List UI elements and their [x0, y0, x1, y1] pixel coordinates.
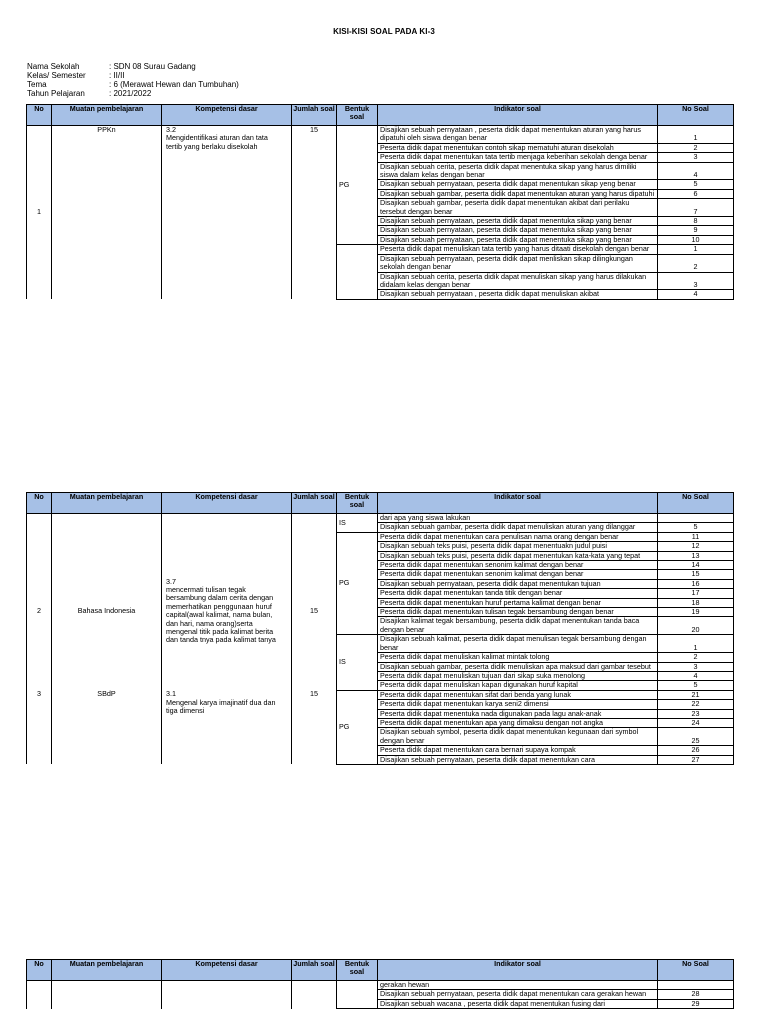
question-number: 4 [658, 162, 734, 180]
school-info-label: Nama Sekolah [27, 62, 80, 71]
competency-cell [162, 126, 292, 300]
question-form: PG [337, 532, 378, 634]
column-header-kd: Kompetensi dasar [162, 493, 292, 514]
school-info-row [27, 71, 239, 80]
question-number: 6 [658, 189, 734, 198]
question-number: 14 [658, 561, 734, 570]
question-number: 1 [658, 126, 734, 144]
column-header-nosoal: No Soal [658, 493, 734, 514]
question-form: IS [337, 514, 378, 533]
indicator-text: Peserta didik dapat menuliskan tata tertib yang harus ditaati disekolah dengan benar [378, 245, 658, 254]
competency-text: Mengenal karya imajinatif dua dan tiga dimensi [166, 697, 276, 716]
subject-name: Bahasa Indonesia [52, 532, 162, 690]
indicator-text: dari apa yang siswa lakukan [378, 514, 658, 523]
indicator-text: Disajikan sebuah teks puisi, peserta didik dapat menentukan kata-kata yang tepat [378, 551, 658, 560]
column-header-jumlah: Jumlah soal [292, 105, 337, 126]
question-number: 15 [658, 570, 734, 579]
question-number: 2 [658, 254, 734, 272]
question-number: 3 [658, 272, 734, 290]
school-info-row [27, 89, 239, 98]
column-header-bentuk: Bentuk soal [337, 493, 378, 514]
question-number: 10 [658, 235, 734, 244]
indicator-text: Disajikan sebuah gambar, peserta didik dapat menuliskan aturan yang dilanggar [378, 523, 658, 532]
document-title: KISI-KISI SOAL PADA KI-3 [333, 27, 435, 36]
question-count: 15 [292, 126, 337, 300]
indicator-text: Disajikan sebuah pernyataan , peserta didik dapat menentukan aturan yang harus dipatuhi oleh siswa dengan benar [378, 126, 658, 144]
question-number: 17 [658, 589, 734, 598]
indicator-text: Disajikan sebuah pernyataan, peserta didik dapat menentuka sikap yang benar [378, 217, 658, 226]
kisi-kisi-table-1 [26, 104, 734, 300]
question-number: 28 [658, 990, 734, 999]
column-header-muatan: Muatan pembelajaran [52, 960, 162, 981]
competency-text: mencermati tulisan tegak bersambung dalam cerita dengan memerhatikan penggunaan huruf capital(awal kalimat, nama bulan, dan hari, nama orang)serta mengenal titik pada kalimat berita dan tanda tnya pada kalimat tanya [166, 585, 276, 645]
column-header-bentuk: Bentuk soal [337, 960, 378, 981]
question-number: 20 [658, 617, 734, 635]
question-count [292, 514, 337, 533]
school-info-value: : SDN 08 Surau Gadang [109, 62, 196, 71]
indicator-text: Disajikan sebuah pernyataan, peserta didik dapat menentukan sikap yeng benar [378, 180, 658, 189]
question-number: 19 [658, 608, 734, 617]
column-header-indikator: Indikator soal [378, 960, 658, 981]
indicator-text: Disajikan sebuah pernyataan, peserta didik dapat menentukan tujuan [378, 579, 658, 588]
indicator-text: Disajikan sebuah pernyataan, peserta didik dapat menentuka sikap yang benar [378, 226, 658, 235]
school-info-label: Tema [27, 80, 47, 89]
column-header-kd: Kompetensi dasar [162, 960, 292, 981]
indicator-text: Peserta didik dapat menentukan tanda titik dengan benar [378, 589, 658, 598]
column-header-jumlah: Jumlah soal [292, 493, 337, 514]
question-number: 4 [658, 290, 734, 299]
column-header-muatan: Muatan pembelajaran [52, 493, 162, 514]
question-number: 13 [658, 551, 734, 560]
competency-number: 3.7 [166, 576, 176, 586]
column-header-indikator: Indikator soal [378, 105, 658, 126]
column-header-indikator: Indikator soal [378, 493, 658, 514]
indicator-text: Disajikan sebuah pernyataan, peserta didik dapat menentukan cara gerakan hewan [378, 990, 658, 999]
row-number: 3 [27, 690, 52, 764]
column-header-no: No [27, 493, 52, 514]
column-header-no: No [27, 960, 52, 981]
school-info-value: : 2021/2022 [109, 89, 152, 98]
indicator-text: Peserta didik dapat menentukan tulisan tegak bersambung dengan benar [378, 608, 658, 617]
question-number: 3 [658, 153, 734, 162]
indicator-text: Peserta didik dapat menentukan cara penulisan nama orang dengan benar [378, 532, 658, 541]
question-number: 11 [658, 532, 734, 541]
indicator-text: Peserta didik dapat menentukan apa yang dimaksu dengan not angka [378, 718, 658, 727]
question-number: 2 [658, 143, 734, 152]
indicator-text: Peserta didik dapat menuliskan tujuan dari sikap suka menolong [378, 671, 658, 680]
competency-text: Mengidentifikasi aturan dan tata tertib yang berlaku disekolah [166, 133, 268, 151]
competency-number: 3.1 [166, 689, 176, 699]
question-number: 9 [658, 226, 734, 235]
school-info-label: Tahun Pelajaran [27, 89, 85, 98]
indicator-text: gerakan hewan [378, 981, 658, 990]
subject-name: PPKn [52, 126, 162, 300]
question-number: 5 [658, 681, 734, 690]
question-number: 4 [658, 671, 734, 680]
indicator-text: Disajikan sebuah pernyataan, peserta didik dapat menentukan cara [378, 755, 658, 764]
column-header-muatan: Muatan pembelajaran [52, 105, 162, 126]
question-form: IS [337, 635, 378, 690]
question-number: 25 [658, 728, 734, 746]
question-count: 15 [292, 690, 337, 764]
question-form [337, 245, 378, 299]
question-number: 16 [658, 579, 734, 588]
question-number: 27 [658, 755, 734, 764]
question-number: 2 [658, 653, 734, 662]
competency-cell [162, 981, 292, 1009]
question-number: 21 [658, 690, 734, 699]
question-number: 1 [658, 245, 734, 254]
row-number: 1 [27, 126, 52, 300]
question-number: 24 [658, 718, 734, 727]
question-count [292, 981, 337, 1009]
indicator-text: Peserta didik dapat menentuka nada digunakan pada lagu anak-anak [378, 709, 658, 718]
indicator-text: Disajikan sebuah wacana , peserta didik dapat menentukan fusing dari [378, 999, 658, 1008]
school-info-value: : 6 (Merawat Hewan dan Tumbuhan) [109, 80, 239, 89]
question-number: 1 [658, 635, 734, 653]
indicator-text: Peserta didik dapat menentukan huruf pertama kalimat dengan benar [378, 598, 658, 607]
school-info [27, 62, 239, 98]
question-number: 8 [658, 217, 734, 226]
table-header-row [27, 960, 734, 981]
kisi-kisi-table-3 [26, 959, 734, 1009]
column-header-nosoal: No Soal [658, 960, 734, 981]
competency-number: 3.2 [166, 125, 176, 134]
indicator-text: Disajikan sebuah gambar, peserta didik dapat menentukan akibat dari perilaku tersebut dengan benar [378, 199, 658, 217]
school-info-row [27, 62, 239, 71]
column-header-jumlah: Jumlah soal [292, 960, 337, 981]
kisi-kisi-table-2 [26, 492, 734, 765]
competency-cell [162, 532, 292, 690]
question-number: 5 [658, 523, 734, 532]
indicator-text: Disajikan sebuah cerita, peserta didik dapat menuliskan sikap yang harus dilakukan didalam kelas dengan benar [378, 272, 658, 290]
indicator-text: Disajikan sebuah pernyataan, peserta didik dapat menliskan sikap dilingkungan sekolah dengan benar [378, 254, 658, 272]
indicator-text: Disajikan sebuah kalimat, peserta didik dapat menulisan tegak bersambung dengan benar [378, 635, 658, 653]
indicator-text: Peserta didik dapat menentukan tata tertib menjaga keberihan sekolah denga benar [378, 153, 658, 162]
indicator-text: Peserta didik dapat menentukan contoh sikap mematuhi aturan disekolah [378, 143, 658, 152]
question-number: 7 [658, 199, 734, 217]
row-number [27, 514, 52, 533]
indicator-text: Disajikan sebuah cerita, peserta didik dapat menentuka sikap yang harus dimiliki siswa dalam kelas dengan benar [378, 162, 658, 180]
indicator-text: Peserta didik dapat menentukan karya seni2 dimensi [378, 700, 658, 709]
competency-cell [162, 514, 292, 533]
question-form: PG [337, 690, 378, 764]
subject-name [52, 981, 162, 1009]
indicator-text: Disajikan kalimat tegak bersambung, peserta didik dapat menentukan tanda baca dengan benar [378, 617, 658, 635]
question-number: 22 [658, 700, 734, 709]
indicator-text: Disajikan sebuah gambar, peserta didik dapat menentukan aturan yang harus dipatuhi [378, 189, 658, 198]
indicator-text: Peserta didik dapat menentukan cara bernari supaya kompak [378, 746, 658, 755]
row-number [27, 981, 52, 1009]
question-number: 5 [658, 180, 734, 189]
indicator-text: Disajikan sebuah teks puisi, peserta didik dapat menentuakn judul puisi [378, 542, 658, 551]
indicator-text: Disajikan sebuah pernyataan , peserta didik dapat menuliskan akibat [378, 290, 658, 299]
column-header-kd: Kompetensi dasar [162, 105, 292, 126]
subject-name: SBdP [52, 690, 162, 764]
indicator-text: Disajikan sebuah gambar, peserta didik menuliskan apa maksud dari gambar tesebut [378, 662, 658, 671]
indicator-text: Peserta didik dapat menentukan sifat dari benda yang lunak [378, 690, 658, 699]
school-info-value: : II/II [109, 71, 125, 80]
indicator-text: Peserta didik dapat menuliskan kapan digunakan huruf kapital [378, 681, 658, 690]
school-info-row [27, 80, 239, 89]
indicator-text: Peserta didik dapat menuliskan kalimat mintak tolong [378, 653, 658, 662]
competency-cell [162, 690, 292, 764]
subject-name [52, 514, 162, 533]
column-header-bentuk: Bentuk soal [337, 105, 378, 126]
question-number: 18 [658, 598, 734, 607]
table-header-row [27, 105, 734, 126]
indicator-text: Peserta didik dapat menentukan senonim kalimat dengan benar [378, 561, 658, 570]
indicator-text: Disajikan sebuah symbol, peserta didik dapat menentukan kegunaan dari symbol dengan benar [378, 728, 658, 746]
indicator-text: Peserta didik dapat menentukan senonim kalimat dengan benar [378, 570, 658, 579]
row-number: 2 [27, 532, 52, 690]
question-form: PG [337, 126, 378, 245]
column-header-no: No [27, 105, 52, 126]
table-header-row [27, 493, 734, 514]
question-count: 15 [292, 532, 337, 690]
table-row [27, 126, 734, 144]
question-number: 3 [658, 662, 734, 671]
question-form [337, 981, 378, 1009]
question-number: 29 [658, 999, 734, 1008]
question-number: 12 [658, 542, 734, 551]
column-header-nosoal: No Soal [658, 105, 734, 126]
question-number: 26 [658, 746, 734, 755]
question-number: 23 [658, 709, 734, 718]
indicator-text: Disajikan sebuah pernyataan, peserta didik dapat menentuka sikap yang benar [378, 235, 658, 244]
school-info-label: Kelas/ Semester [27, 71, 86, 80]
